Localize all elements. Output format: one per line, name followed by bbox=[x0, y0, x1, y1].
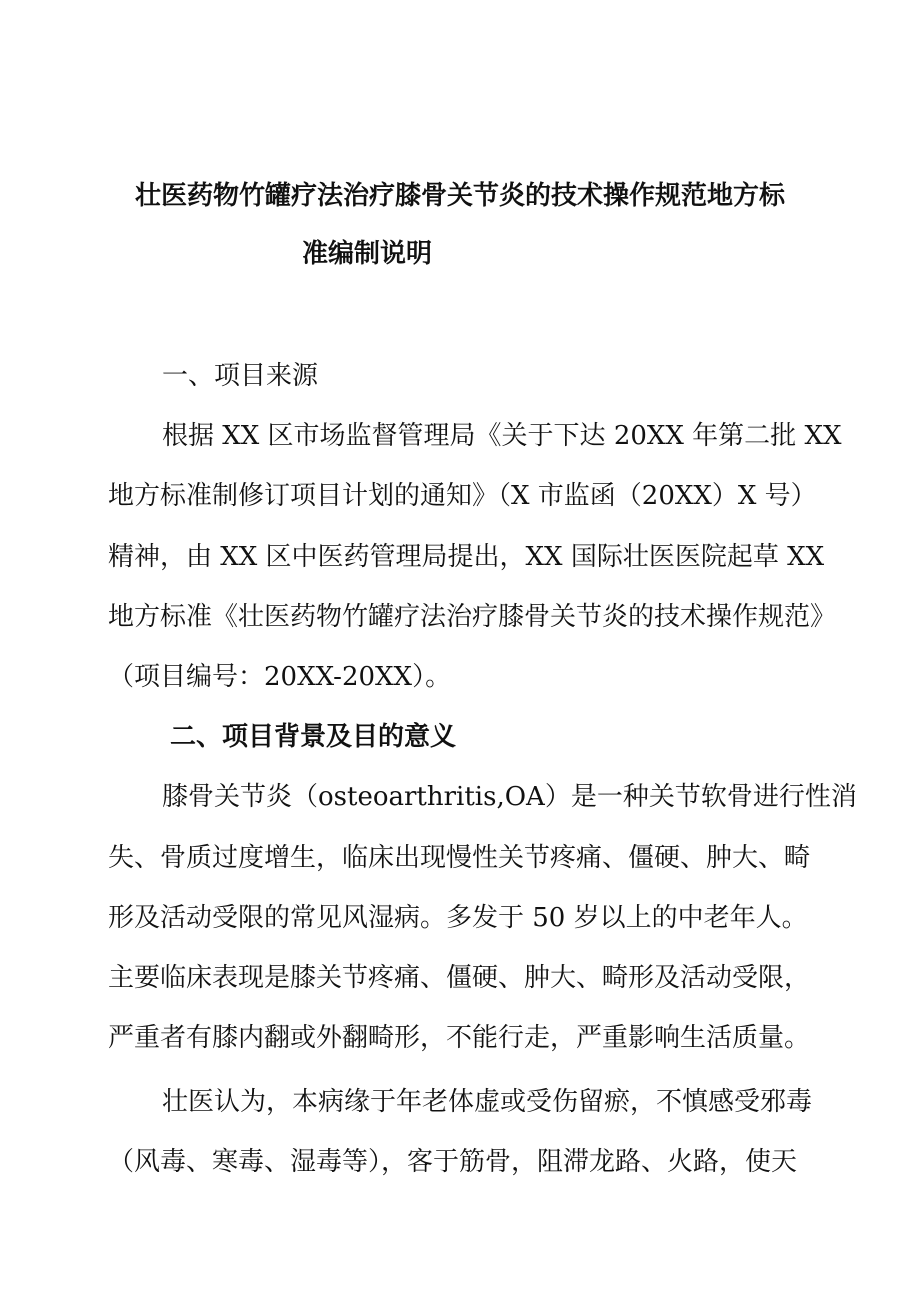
section-2-paragraph-line: 膝骨关节炎（osteoarthritis,OA）是一种关节软骨进行性消 bbox=[162, 782, 857, 812]
document-title-line-1: 壮医药物竹罐疗法治疗膝骨关节炎的技术操作规范地方标 bbox=[135, 181, 786, 211]
section-1-paragraph-line: 地方标准制修订项目计划的通知》（X 市监函（20XX）X 号） bbox=[108, 481, 817, 511]
section-1-paragraph-line: 精神，由 XX 区中医药管理局提出，XX 国际壮医医院起草 XX bbox=[108, 542, 825, 572]
section-1-paragraph-line: 地方标准《壮医药物竹罐疗法治疗膝骨关节炎的技术操作规范》 bbox=[108, 602, 837, 632]
document-title-line-2: 准编制说明 bbox=[302, 239, 433, 269]
section-2-heading: 二、项目背景及目的意义 bbox=[170, 722, 457, 752]
section-2-paragraph-line: （风毒、寒毒、湿毒等），客于筋骨，阻滞龙路、火路，使天 bbox=[108, 1147, 798, 1177]
section-2-paragraph-line: 壮医认为，本病缘于年老体虚或受伤留瘀，不慎感受邪毒 bbox=[162, 1087, 813, 1117]
section-1-heading: 一、项目来源 bbox=[162, 361, 319, 391]
section-1-paragraph-line: （项目编号：20XX-20XX）。 bbox=[108, 662, 452, 692]
section-1-paragraph-line: 根据 XX 区市场监督管理局《关于下达 20XX 年第二批 XX bbox=[162, 421, 842, 451]
section-2-paragraph-line: 失、骨质过度增生，临床出现慢性关节疼痛、僵硬、肿大、畸 bbox=[108, 843, 811, 873]
section-2-paragraph-line: 形及活动受限的常见风湿病。多发于 50 岁以上的中老年人。 bbox=[108, 903, 808, 933]
section-2-paragraph-line: 严重者有膝内翻或外翻畸形，不能行走，严重影响生活质量。 bbox=[108, 1023, 811, 1053]
section-2-paragraph-line: 主要临床表现是膝关节疼痛、僵硬、肿大、畸形及活动受限， bbox=[108, 963, 811, 993]
